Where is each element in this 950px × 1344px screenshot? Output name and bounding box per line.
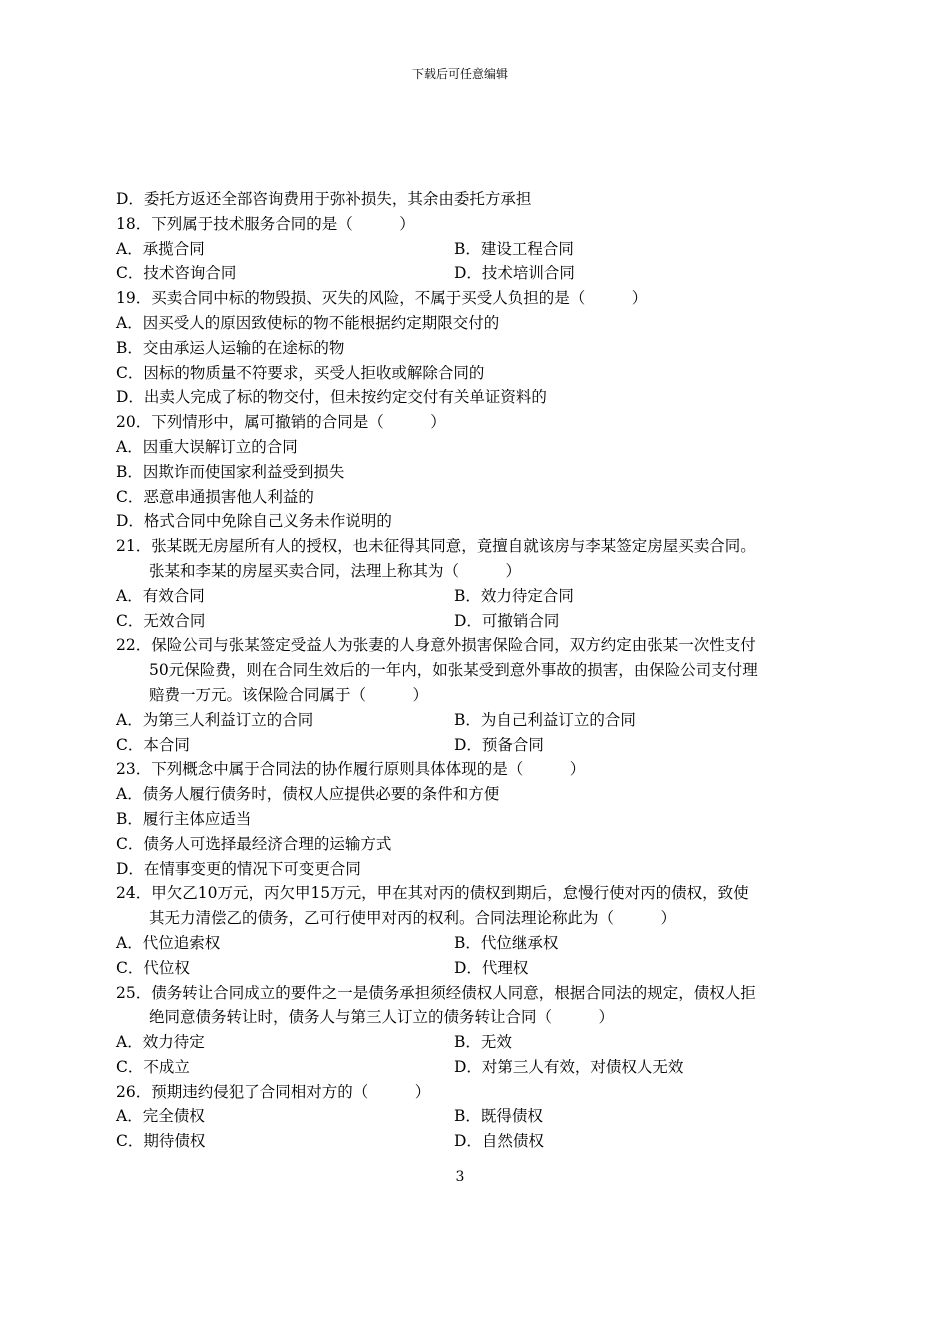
line-text: 20．下列情形中，属可撤销的合同是（ ） [116, 413, 446, 432]
option-right: B．代位继承权 [454, 933, 559, 952]
text-line [116, 485, 816, 510]
text-line [116, 683, 816, 708]
line-text: C．因标的物质量不符要求，买受人拒收或解除合同的 [116, 363, 485, 382]
line-text: A．完全债权 [116, 1107, 205, 1126]
line-text: 22．保险公司与张某签定受益人为张妻的人身意外损害保险合同，双方约定由张某一次性支付 [116, 636, 756, 655]
line-text: 23．下列概念中属于合同法的协作履行原则具体体现的是（ ） [116, 760, 586, 779]
text-line [116, 509, 816, 534]
text-line [116, 1030, 816, 1055]
line-text: B．交由承运人运输的在途标的物 [116, 338, 345, 357]
text-line [116, 311, 816, 336]
line-text: D．出卖人完成了标的物交付，但未按约定交付有关单证资料的 [116, 388, 547, 407]
page-number: 3 [455, 1169, 465, 1185]
option-right: B．建设工程合同 [454, 239, 574, 258]
text-line [116, 782, 816, 807]
line-text: A．债务人履行债务时，债权人应提供必要的条件和方便 [116, 785, 500, 804]
text-line [116, 187, 816, 212]
text-line [116, 1055, 816, 1080]
text-line [116, 361, 816, 386]
line-text: 24．甲欠乙10万元，丙欠甲15万元，甲在其对丙的债权到期后，怠慢行使对丙的债权，致使 [116, 884, 749, 903]
line-text: A．效力待定 [116, 1033, 205, 1052]
line-text: 赔费一万元。该保险合同属于（ ） [149, 685, 429, 704]
line-text: C．技术咨询合同 [116, 264, 237, 283]
text-line [116, 261, 816, 286]
line-text: A．为第三人利益订立的合同 [116, 710, 314, 729]
line-text: 其无力清偿乙的债务，乙可行使甲对丙的权利。合同法理论称此为（ ） [149, 909, 677, 928]
option-right: D．可撤销合同 [454, 611, 560, 630]
text-line [116, 435, 816, 460]
line-text: 张某和李某的房屋买卖合同，法理上称其为（ ） [149, 561, 522, 580]
text-line [116, 1104, 816, 1129]
line-text: A．有效合同 [116, 586, 205, 605]
line-text: B．履行主体应适当 [116, 809, 252, 828]
line-text: C．本合同 [116, 735, 190, 754]
line-text: B．因欺诈而使国家利益受到损失 [116, 462, 345, 481]
option-right: B．为自己利益订立的合同 [454, 710, 636, 729]
text-line [116, 336, 816, 361]
text-line [116, 460, 816, 485]
option-right: B．无效 [454, 1033, 512, 1052]
line-text: 21．张某既无房屋所有人的授权，也未征得其同意，竟擅自就该房与李某签定房屋买卖合同。 [116, 537, 756, 556]
text-line [116, 1129, 816, 1154]
text-line [116, 757, 816, 782]
option-right: D．对第三人有效，对债权人无效 [454, 1057, 684, 1076]
option-right: D．技术培训合同 [454, 264, 575, 283]
line-text: D．委托方返还全部咨询费用于弥补损失，其余由委托方承担 [116, 190, 532, 208]
line-text: C．代位权 [116, 958, 190, 977]
line-text: A．因重大误解订立的合同 [116, 437, 298, 456]
line-text: C．不成立 [116, 1057, 190, 1076]
line-text: A．代位追索权 [116, 933, 221, 952]
option-right: D．自然债权 [454, 1132, 544, 1151]
line-text: C．债务人可选择最经济合理的运输方式 [116, 834, 392, 853]
text-line [116, 237, 816, 262]
text-line [116, 733, 816, 758]
text-line [116, 534, 816, 559]
text-line [116, 931, 816, 956]
line-text: 绝同意债务转让时，债务人与第三人订立的债务转让合同（ ） [149, 1008, 615, 1027]
line-text: A．因买受人的原因致使标的物不能根据约定期限交付的 [116, 313, 500, 332]
text-line [116, 609, 816, 634]
line-text: C．期待债权 [116, 1132, 206, 1151]
text-line [116, 708, 816, 733]
line-text: D．格式合同中免除自己义务未作说明的 [116, 512, 392, 531]
option-right: D．代理权 [454, 958, 529, 977]
text-line [116, 658, 816, 683]
text-line [116, 857, 816, 882]
line-text: C．无效合同 [116, 611, 206, 630]
text-line [116, 286, 816, 311]
text-line [116, 410, 816, 435]
option-right: B．既得债权 [454, 1107, 543, 1126]
line-text: 25．债务转让合同成立的要件之一是债务承担须经债权人同意，根据合同法的规定，债权人拒 [116, 983, 756, 1002]
document-body [116, 187, 816, 1154]
text-line [116, 584, 816, 609]
line-text: C．恶意串通损害他人利益的 [116, 487, 314, 506]
option-right: D．预备合同 [454, 735, 544, 754]
page-header: 下载后可任意编辑 [411, 67, 508, 81]
text-line [116, 385, 816, 410]
line-text: A．承揽合同 [116, 239, 205, 258]
text-line [116, 956, 816, 981]
text-line [116, 881, 816, 906]
option-right: B．效力待定合同 [454, 586, 574, 605]
text-line [116, 981, 816, 1006]
line-text: 50元保险费，则在合同生效后的一年内，如张某受到意外事故的损害，由保险公司支付理 [149, 661, 758, 680]
line-text: 18．下列属于技术服务合同的是（ ） [116, 214, 415, 233]
line-text: 26．预期违约侵犯了合同相对方的（ ） [116, 1082, 431, 1101]
line-text: D．在情事变更的情况下可变更合同 [116, 859, 361, 878]
text-line [116, 559, 816, 584]
text-line [116, 906, 816, 931]
text-line [116, 807, 816, 832]
text-line [116, 832, 816, 857]
text-line [116, 1005, 816, 1030]
text-line [116, 212, 816, 237]
text-line [116, 633, 816, 658]
line-text: 19．买卖合同中标的物毁损、灭失的风险，不属于买受人负担的是（ ） [116, 289, 648, 308]
text-line [116, 1080, 816, 1105]
